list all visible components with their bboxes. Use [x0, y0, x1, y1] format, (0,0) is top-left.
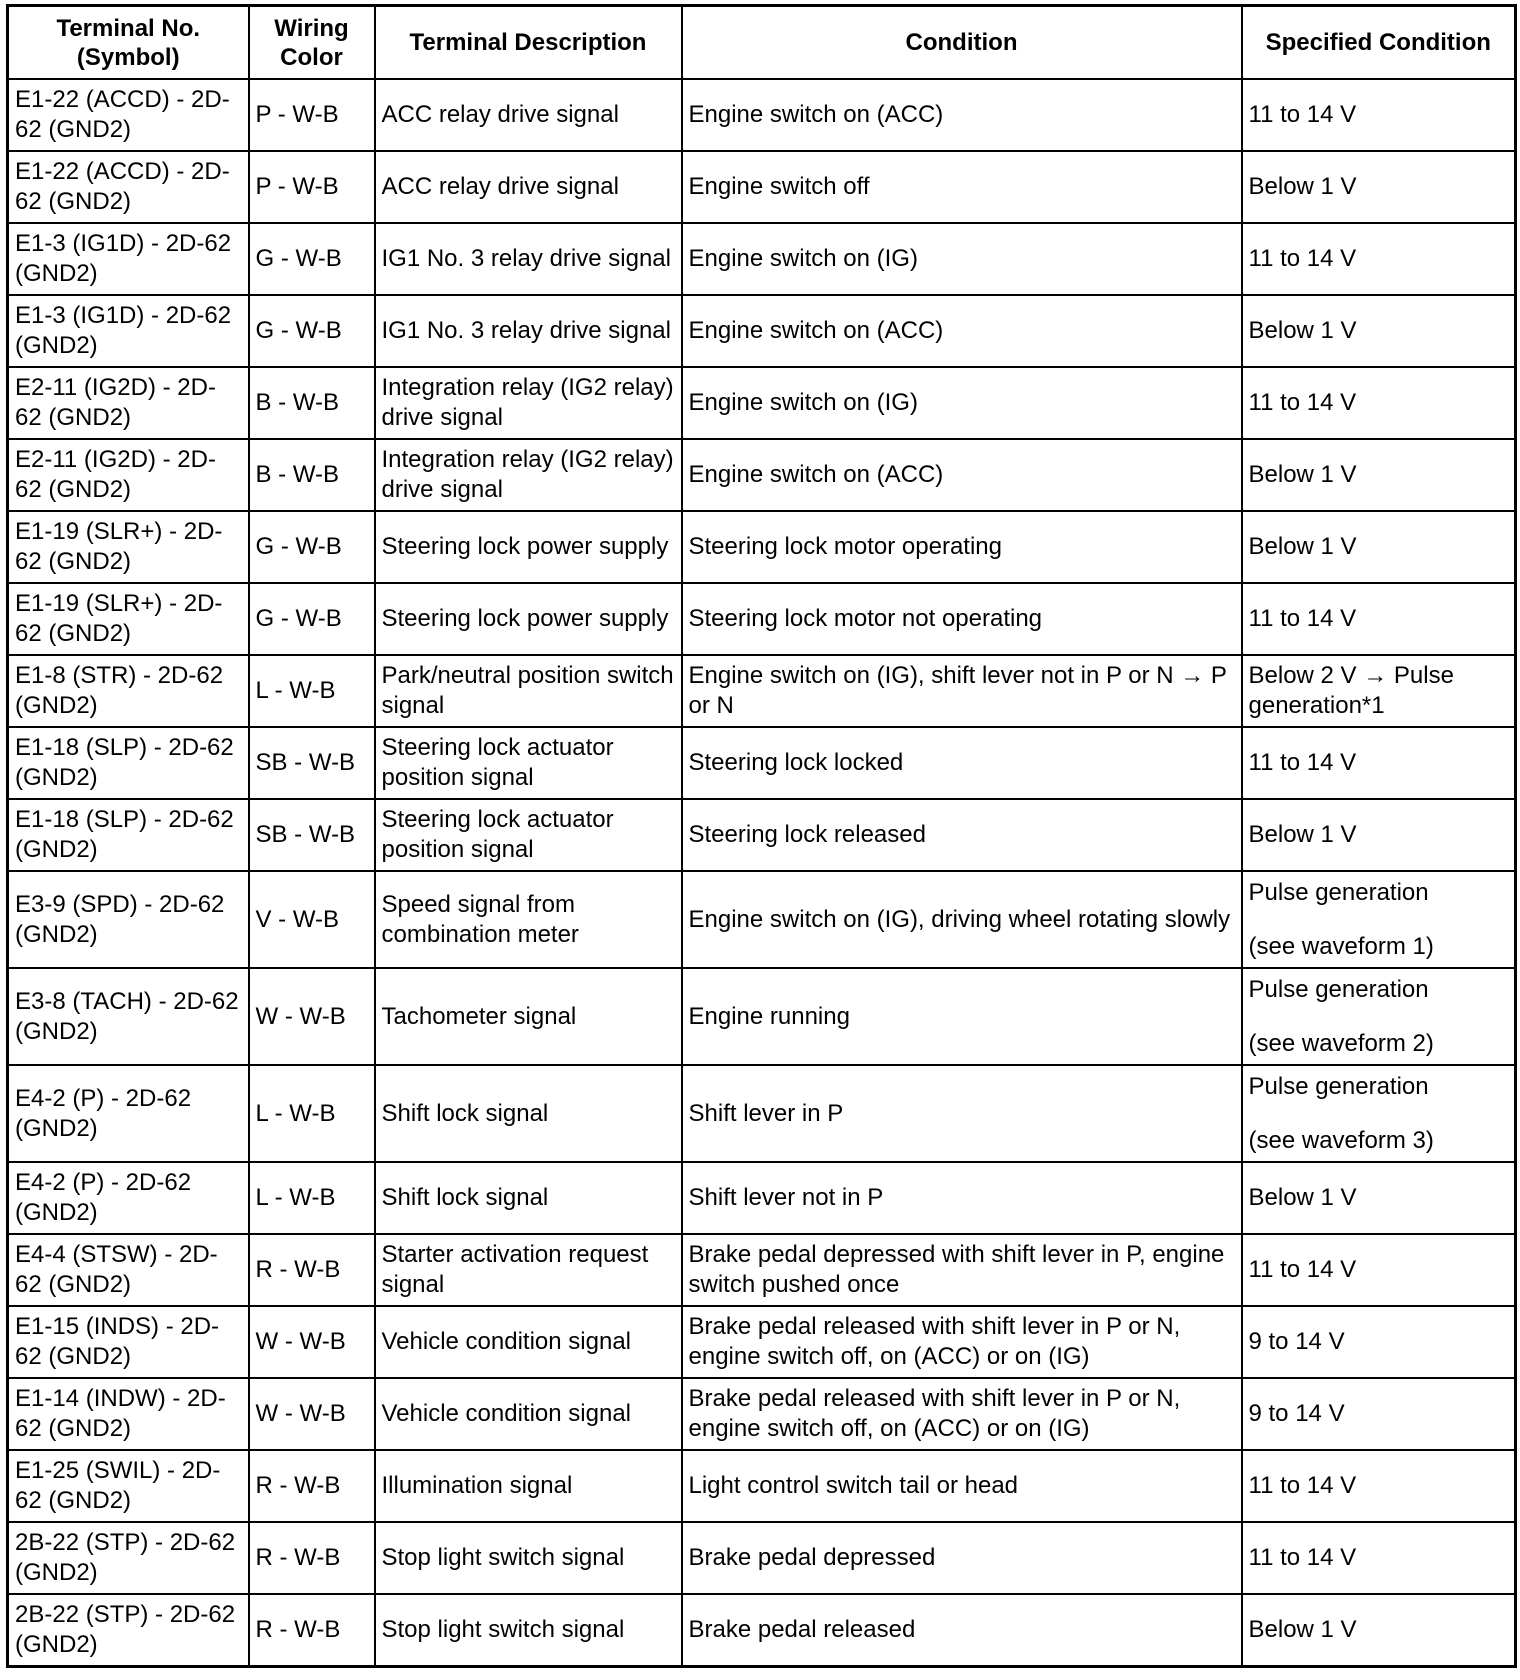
table-row: [8, 223, 1516, 295]
header-terminal-description: Terminal Description: [375, 6, 682, 80]
specified-condition-cell: [1242, 968, 1516, 1065]
table-header-row: [8, 6, 1516, 80]
wiring-color-cell: G - W-B: [249, 583, 375, 655]
condition-cell: Steering lock motor operating: [682, 511, 1242, 583]
condition-cell: Engine switch on (IG): [682, 223, 1242, 295]
wiring-color-cell: P - W-B: [249, 151, 375, 223]
table-row: [8, 583, 1516, 655]
description-cell: ACC relay drive signal: [375, 79, 682, 151]
table-row: [8, 1378, 1516, 1450]
condition-cell: Engine switch on (ACC): [682, 439, 1242, 511]
wiring-color-cell: L - W-B: [249, 655, 375, 727]
condition-cell: Steering lock locked: [682, 727, 1242, 799]
condition-cell: Engine switch off: [682, 151, 1242, 223]
specified-condition-cell: [1242, 1065, 1516, 1162]
condition-cell: Brake pedal depressed with shift lever in P, engine switch pushed once: [682, 1234, 1242, 1306]
specified-condition-cell: 11 to 14 V: [1242, 223, 1516, 295]
description-cell: Speed signal from combination meter: [375, 871, 682, 968]
waveform-reference: (see waveform 3): [1248, 1126, 1434, 1154]
description-cell: Stop light switch signal: [375, 1594, 682, 1666]
table-row: [8, 1594, 1516, 1666]
specified-condition-cell: [1242, 871, 1516, 968]
specified-condition-cell: Below 1 V: [1242, 1594, 1516, 1666]
specified-condition-cell: Below 1 V: [1242, 439, 1516, 511]
terminal-cell: E1-19 (SLR+) - 2D-62 (GND2): [8, 583, 249, 655]
wiring-color-cell: W - W-B: [249, 1378, 375, 1450]
table-row: [8, 968, 1516, 1065]
terminal-cell: E1-18 (SLP) - 2D-62 (GND2): [8, 727, 249, 799]
terminal-cell: E1-19 (SLR+) - 2D-62 (GND2): [8, 511, 249, 583]
specified-condition-cell: Below 1 V: [1242, 1162, 1516, 1234]
description-cell: Vehicle condition signal: [375, 1378, 682, 1450]
wiring-color-cell: B - W-B: [249, 367, 375, 439]
wiring-color-cell: SB - W-B: [249, 799, 375, 871]
header-condition: Condition: [682, 6, 1242, 80]
table-row: [8, 1522, 1516, 1594]
condition-cell: Light control switch tail or head: [682, 1450, 1242, 1522]
table-row: [8, 1306, 1516, 1378]
terminal-cell: E4-2 (P) - 2D-62 (GND2): [8, 1065, 249, 1162]
description-cell: Vehicle condition signal: [375, 1306, 682, 1378]
table-row: [8, 871, 1516, 968]
condition-cell: Shift lever in P: [682, 1065, 1242, 1162]
condition-cell: Shift lever not in P: [682, 1162, 1242, 1234]
header-wiring-color: Wiring Color: [249, 6, 375, 80]
table-row: [8, 511, 1516, 583]
description-cell: Starter activation request signal: [375, 1234, 682, 1306]
wiring-color-cell: P - W-B: [249, 79, 375, 151]
condition-cell: Engine switch on (IG), shift lever not in P or N → P or N: [682, 655, 1242, 727]
table-row: [8, 295, 1516, 367]
terminal-cell: E3-9 (SPD) - 2D-62 (GND2): [8, 871, 249, 968]
table-row: [8, 367, 1516, 439]
terminal-inspection-table: [6, 4, 1517, 1668]
specified-condition-cell: 11 to 14 V: [1242, 1522, 1516, 1594]
condition-cell: Engine switch on (ACC): [682, 295, 1242, 367]
table-row: [8, 79, 1516, 151]
terminal-cell: E1-3 (IG1D) - 2D-62 (GND2): [8, 223, 249, 295]
wiring-color-cell: SB - W-B: [249, 727, 375, 799]
wiring-color-cell: W - W-B: [249, 1306, 375, 1378]
terminal-cell: 2B-22 (STP) - 2D-62 (GND2): [8, 1522, 249, 1594]
terminal-cell: E1-14 (INDW) - 2D-62 (GND2): [8, 1378, 249, 1450]
condition-cell: Engine switch on (IG): [682, 367, 1242, 439]
condition-cell: Brake pedal released with shift lever in P or N, engine switch off, on (ACC) or on (IG): [682, 1306, 1242, 1378]
specified-condition-cell: 11 to 14 V: [1242, 1234, 1516, 1306]
table-row: [8, 439, 1516, 511]
terminal-cell: E3-8 (TACH) - 2D-62 (GND2): [8, 968, 249, 1065]
terminal-cell: E1-18 (SLP) - 2D-62 (GND2): [8, 799, 249, 871]
description-cell: Integration relay (IG2 relay) drive signal: [375, 367, 682, 439]
table-row: [8, 799, 1516, 871]
description-cell: Steering lock actuator position signal: [375, 799, 682, 871]
description-cell: IG1 No. 3 relay drive signal: [375, 295, 682, 367]
specified-condition-cell: Below 1 V: [1242, 295, 1516, 367]
specified-condition-cell: Below 1 V: [1242, 511, 1516, 583]
table-row: [8, 655, 1516, 727]
terminal-table-container: [6, 4, 1514, 1668]
condition-cell: Engine switch on (IG), driving wheel rotating slowly: [682, 871, 1242, 968]
description-cell: Stop light switch signal: [375, 1522, 682, 1594]
table-row: [8, 1065, 1516, 1162]
description-cell: Shift lock signal: [375, 1162, 682, 1234]
specified-condition-line: Pulse generation: [1248, 1072, 1429, 1100]
waveform-reference: (see waveform 2): [1248, 1029, 1434, 1057]
description-cell: Park/neutral position switch signal: [375, 655, 682, 727]
specified-condition-cell: Below 1 V: [1242, 151, 1516, 223]
terminal-cell: E1-8 (STR) - 2D-62 (GND2): [8, 655, 249, 727]
terminal-cell: 2B-22 (STP) - 2D-62 (GND2): [8, 1594, 249, 1666]
wiring-color-cell: L - W-B: [249, 1065, 375, 1162]
specified-condition-cell: 11 to 14 V: [1242, 1450, 1516, 1522]
wiring-color-cell: R - W-B: [249, 1450, 375, 1522]
wiring-color-cell: R - W-B: [249, 1234, 375, 1306]
specified-condition-cell: 11 to 14 V: [1242, 583, 1516, 655]
terminal-cell: E1-22 (ACCD) - 2D-62 (GND2): [8, 79, 249, 151]
wiring-color-cell: R - W-B: [249, 1594, 375, 1666]
wiring-color-cell: G - W-B: [249, 295, 375, 367]
condition-cell: Engine switch on (ACC): [682, 79, 1242, 151]
specified-condition-line: Pulse generation: [1248, 975, 1429, 1003]
header-specified-condition: Specified Condition: [1242, 6, 1516, 80]
description-cell: Steering lock power supply: [375, 583, 682, 655]
terminal-cell: E1-25 (SWIL) - 2D-62 (GND2): [8, 1450, 249, 1522]
condition-cell: Engine running: [682, 968, 1242, 1065]
description-cell: Illumination signal: [375, 1450, 682, 1522]
terminal-cell: E4-2 (P) - 2D-62 (GND2): [8, 1162, 249, 1234]
description-cell: Tachometer signal: [375, 968, 682, 1065]
terminal-cell: E2-11 (IG2D) - 2D-62 (GND2): [8, 367, 249, 439]
specified-condition-line: Pulse generation: [1248, 878, 1429, 906]
condition-cell: Brake pedal released with shift lever in P or N, engine switch off, on (ACC) or on (IG): [682, 1378, 1242, 1450]
description-cell: Shift lock signal: [375, 1065, 682, 1162]
table-row: [8, 1162, 1516, 1234]
specified-condition-cell: 9 to 14 V: [1242, 1378, 1516, 1450]
description-cell: IG1 No. 3 relay drive signal: [375, 223, 682, 295]
terminal-cell: E4-4 (STSW) - 2D-62 (GND2): [8, 1234, 249, 1306]
table-row: [8, 1234, 1516, 1306]
wiring-color-cell: R - W-B: [249, 1522, 375, 1594]
wiring-color-cell: B - W-B: [249, 439, 375, 511]
wiring-color-cell: G - W-B: [249, 223, 375, 295]
waveform-reference: (see waveform 1): [1248, 932, 1434, 960]
wiring-color-cell: G - W-B: [249, 511, 375, 583]
wiring-color-cell: W - W-B: [249, 968, 375, 1065]
table-row: [8, 151, 1516, 223]
wiring-color-cell: L - W-B: [249, 1162, 375, 1234]
wiring-color-cell: V - W-B: [249, 871, 375, 968]
header-terminal: Terminal No. (Symbol): [8, 6, 249, 80]
specified-condition-cell: Below 2 V → Pulse generation*1: [1242, 655, 1516, 727]
terminal-cell: E1-22 (ACCD) - 2D-62 (GND2): [8, 151, 249, 223]
condition-cell: Steering lock released: [682, 799, 1242, 871]
specified-condition-cell: 11 to 14 V: [1242, 367, 1516, 439]
description-cell: Steering lock actuator position signal: [375, 727, 682, 799]
description-cell: Steering lock power supply: [375, 511, 682, 583]
table-row: [8, 1450, 1516, 1522]
terminal-cell: E1-15 (INDS) - 2D-62 (GND2): [8, 1306, 249, 1378]
condition-cell: Steering lock motor not operating: [682, 583, 1242, 655]
table-body: [8, 79, 1516, 1666]
terminal-cell: E1-3 (IG1D) - 2D-62 (GND2): [8, 295, 249, 367]
specified-condition-cell: 11 to 14 V: [1242, 727, 1516, 799]
table-row: [8, 727, 1516, 799]
description-cell: Integration relay (IG2 relay) drive signal: [375, 439, 682, 511]
specified-condition-cell: 9 to 14 V: [1242, 1306, 1516, 1378]
specified-condition-cell: Below 1 V: [1242, 799, 1516, 871]
terminal-cell: E2-11 (IG2D) - 2D-62 (GND2): [8, 439, 249, 511]
description-cell: ACC relay drive signal: [375, 151, 682, 223]
condition-cell: Brake pedal released: [682, 1594, 1242, 1666]
condition-cell: Brake pedal depressed: [682, 1522, 1242, 1594]
specified-condition-cell: 11 to 14 V: [1242, 79, 1516, 151]
